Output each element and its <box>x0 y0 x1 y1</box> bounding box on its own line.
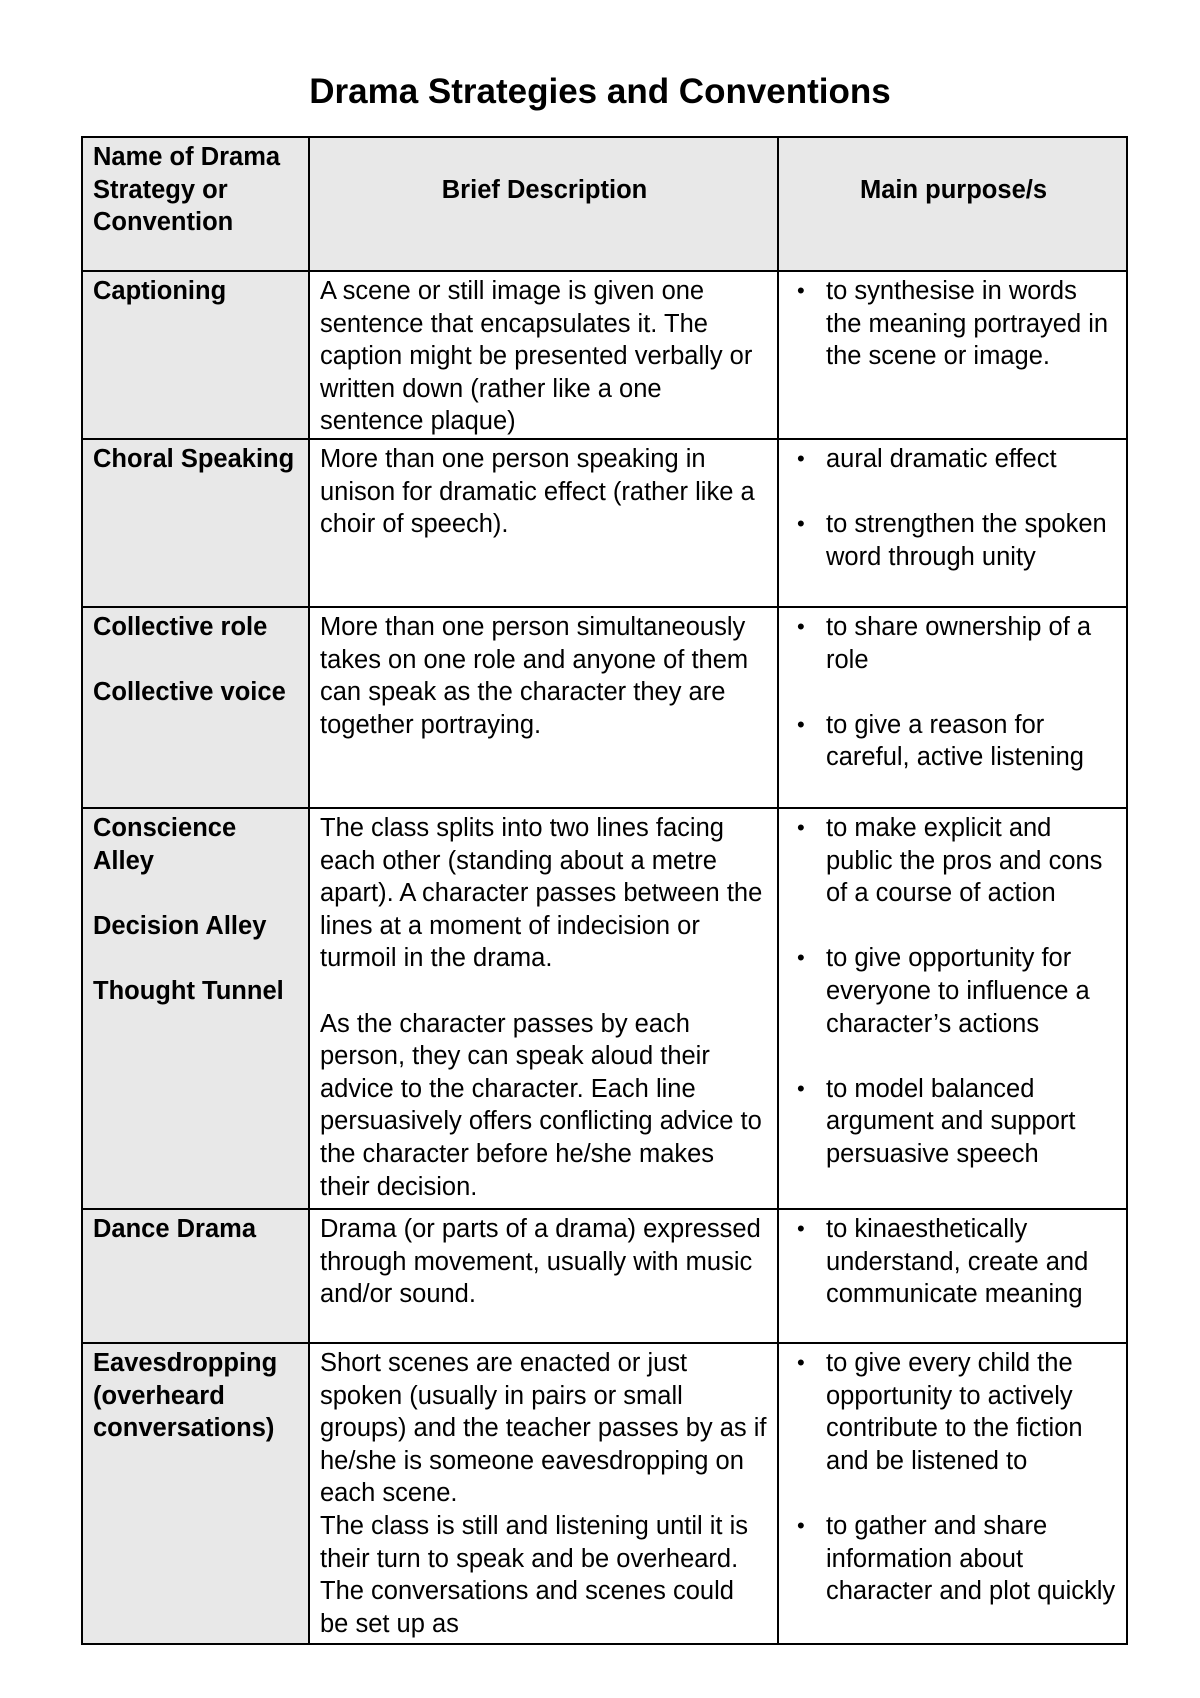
bullet-icon: • <box>797 445 805 471</box>
strategy-name: Eavesdropping (overheard conversations) <box>93 1348 278 1443</box>
purpose-text: to share ownership of a role <box>826 612 1092 674</box>
bullet-icon: • <box>797 1349 805 1375</box>
bullet-icon: • <box>797 1075 805 1101</box>
purpose-list <box>789 1347 1118 1608</box>
description-cell <box>309 1343 778 1644</box>
purpose-cell <box>778 607 1127 808</box>
purpose-list <box>789 812 1118 1171</box>
bullet-icon: • <box>797 711 805 737</box>
purpose-list <box>789 611 1118 774</box>
purpose-item <box>789 942 1118 1040</box>
bullet-icon: • <box>797 278 805 303</box>
strategy-name: Dance Drama <box>93 1214 256 1243</box>
description-cell <box>309 1209 778 1343</box>
table-row <box>82 1343 1127 1644</box>
bullet-icon: • <box>797 613 805 639</box>
strategy-name: Collective voice <box>93 678 286 707</box>
purpose-item <box>789 275 1118 373</box>
purpose-item <box>789 1213 1118 1311</box>
bullet-icon: • <box>797 511 805 537</box>
table-row <box>82 607 1127 808</box>
purpose-text: to give every child the opportunity to actively contribute to the fiction and be listened to <box>826 1348 1083 1475</box>
strategy-name-cell <box>82 1343 309 1644</box>
purpose-text: to synthesise in words the meaning portrayed in the scene or image. <box>826 277 1109 371</box>
purpose-item <box>789 812 1118 910</box>
purpose-cell <box>778 1343 1127 1644</box>
strategy-name: Decision Alley <box>93 911 267 940</box>
description-text: The class is still and listening until it is their turn to speak and be overheard. The conversations and scenes could be set up as <box>320 1511 749 1638</box>
description-text: More than one person simultaneously takes on one role and anyone of them can speak as the character they are together portraying. <box>320 612 749 739</box>
strategy-name-cell <box>82 607 309 808</box>
purpose-text: aural dramatic effect <box>826 444 1057 473</box>
strategy-name-cell <box>82 439 309 607</box>
header-purpose: Main purpose/s <box>778 137 1127 271</box>
strategy-name: Captioning <box>93 277 227 305</box>
purpose-list <box>789 1213 1118 1311</box>
strategy-name: Conscience Alley <box>93 813 237 875</box>
purpose-item <box>789 1510 1118 1608</box>
purpose-text: to give a reason for careful, active listening <box>826 710 1084 772</box>
purpose-item <box>789 611 1118 676</box>
bullet-icon: • <box>797 945 805 971</box>
table-row <box>82 439 1127 607</box>
purpose-text: to strengthen the spoken word through unity <box>826 510 1107 571</box>
strategy-name-cell <box>82 271 309 439</box>
strategy-name-cell <box>82 808 309 1209</box>
description-text: As the character passes by each person, they can speak aloud their advice to the character. Each line persuasively offers conflicting advice to the character before he/she makes their decision. <box>320 1009 762 1201</box>
purpose-list <box>789 275 1118 373</box>
description-cell <box>309 607 778 808</box>
purpose-item <box>789 1347 1118 1477</box>
purpose-item <box>789 709 1118 774</box>
bullet-icon: • <box>797 814 805 840</box>
description-text: Short scenes are enacted or just spoken (usually in pairs or small groups) and the teacher passes by as if he/she is someone eavesdropping on each scene. <box>320 1348 767 1508</box>
strategy-name: Choral Speaking <box>93 444 295 473</box>
purpose-text: to give opportunity for everyone to influence a character’s actions <box>826 944 1090 1038</box>
header-name: Name of Drama Strategy or Convention <box>82 137 309 271</box>
description-text: More than one person speaking in unison for dramatic effect (rather like a choir of speech). <box>320 444 755 539</box>
strategy-name-cell <box>82 1209 309 1343</box>
table-row <box>82 1209 1127 1343</box>
purpose-text: to gather and share information about character and plot quickly <box>826 1511 1116 1606</box>
strategy-name: Thought Tunnel <box>93 976 284 1005</box>
bullet-icon: • <box>797 1215 805 1241</box>
purpose-cell <box>778 1209 1127 1343</box>
strategy-name: Collective role <box>93 612 268 641</box>
description-text: A scene or still image is given one sentence that encapsulates it. The caption might be presented verbally or written down (rather like a one sentence plaque) <box>320 277 753 436</box>
purpose-item <box>789 508 1118 573</box>
table-row <box>82 271 1127 439</box>
purpose-cell <box>778 439 1127 607</box>
bullet-icon: • <box>797 1512 805 1538</box>
table-row <box>82 808 1127 1209</box>
purpose-text: to model balanced argument and support persuasive speech <box>826 1074 1076 1168</box>
description-text: Drama (or parts of a drama) expressed through movement, usually with music and/or sound. <box>320 1214 761 1309</box>
purpose-item <box>789 443 1118 476</box>
strategies-table <box>81 136 1128 1645</box>
purpose-item <box>789 1073 1118 1171</box>
purpose-text: to kinaesthetically understand, create and communicate meaning <box>826 1214 1089 1309</box>
purpose-list <box>789 443 1118 573</box>
purpose-text: to make explicit and public the pros and cons of a course of action <box>826 813 1103 908</box>
page-title: Drama Strategies and Conventions <box>309 72 891 111</box>
table-header-row <box>82 137 1127 271</box>
header-description: Brief Description <box>309 137 778 271</box>
purpose-cell <box>778 271 1127 439</box>
description-cell <box>309 439 778 607</box>
description-cell <box>309 271 778 439</box>
description-text: The class splits into two lines facing each other (standing about a metre apart). A character passes between the lines at a moment of indecision or turmoil in the drama. <box>320 813 763 973</box>
purpose-cell <box>778 808 1127 1209</box>
description-cell <box>309 808 778 1209</box>
